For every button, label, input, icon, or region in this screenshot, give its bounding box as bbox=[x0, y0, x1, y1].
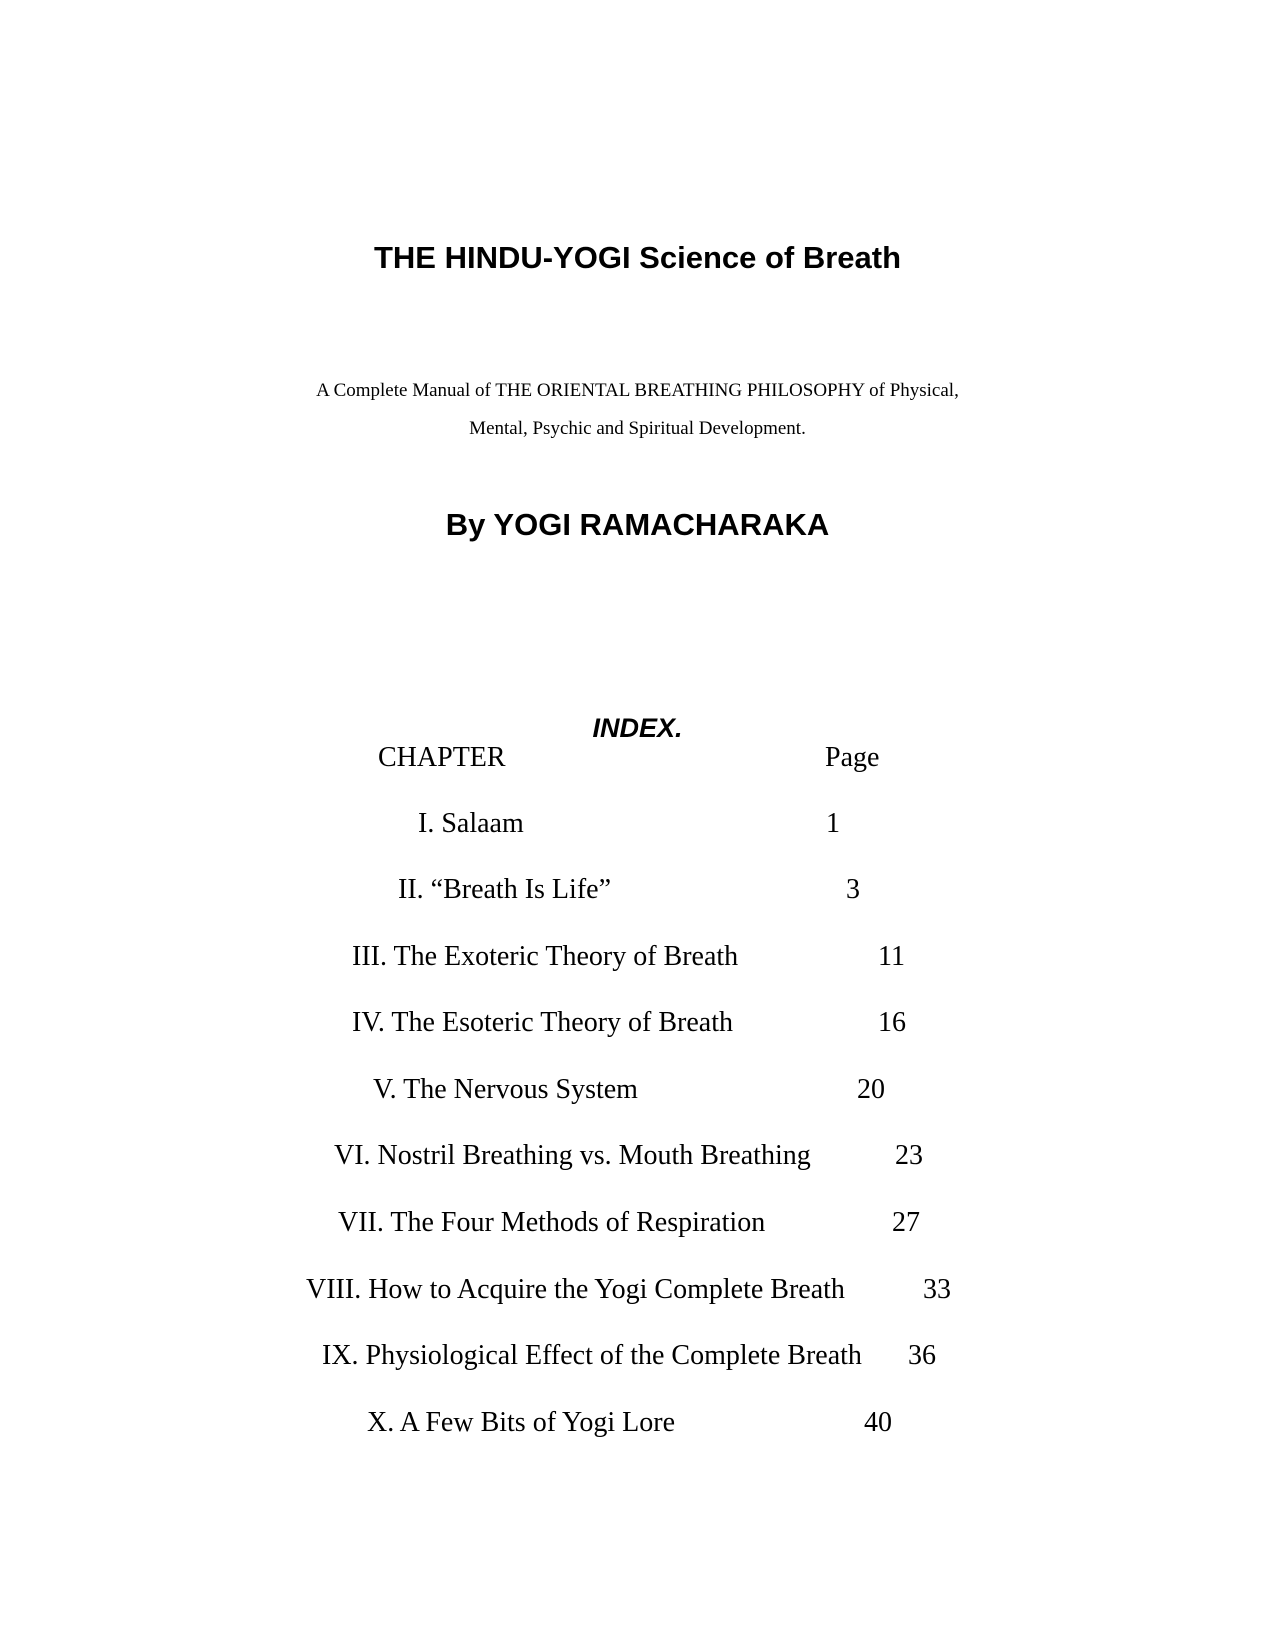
chapter-title: I. Salaam bbox=[418, 808, 524, 839]
chapter-title: II. “Breath Is Life” bbox=[398, 874, 611, 905]
page-number: 40 bbox=[864, 1407, 892, 1438]
document-subtitle bbox=[0, 372, 1275, 448]
page-number: 36 bbox=[908, 1340, 936, 1371]
page-number: 33 bbox=[923, 1274, 951, 1305]
chapter-column-header: CHAPTER bbox=[378, 742, 506, 773]
page-number: 3 bbox=[846, 874, 860, 905]
page-number: 27 bbox=[892, 1207, 920, 1238]
chapter-title: X. A Few Bits of Yogi Lore bbox=[367, 1407, 676, 1438]
page-column-header: Page bbox=[825, 742, 880, 773]
index-heading: INDEX. bbox=[592, 713, 683, 743]
document-title: THE HINDU-YOGI Science of Breath bbox=[373, 240, 902, 275]
chapter-title: VII. The Four Methods of Respiration bbox=[338, 1207, 766, 1238]
subtitle-line-2: Mental, Psychic and Spiritual Development. bbox=[469, 418, 806, 439]
chapter-title: III. The Exoteric Theory of Breath bbox=[352, 941, 739, 972]
chapter-title: VIII. How to Acquire the Yogi Complete Breath bbox=[306, 1274, 845, 1305]
page-number: 16 bbox=[878, 1007, 906, 1038]
subtitle-line-1: A Complete Manual of THE ORIENTAL BREATHING PHILOSOPHY of Physical, bbox=[316, 380, 959, 401]
chapter-title: VI. Nostril Breathing vs. Mouth Breathing bbox=[334, 1140, 811, 1171]
page-number: 1 bbox=[826, 808, 840, 839]
page-number: 23 bbox=[895, 1140, 923, 1171]
chapter-title: IX. Physiological Effect of the Complete Breath bbox=[322, 1340, 862, 1371]
chapter-title: IV. The Esoteric Theory of Breath bbox=[352, 1007, 734, 1038]
page-number: 20 bbox=[857, 1074, 885, 1105]
chapter-title: V. The Nervous System bbox=[373, 1074, 638, 1105]
page-number: 11 bbox=[878, 941, 905, 972]
document-author: By YOGI RAMACHARAKA bbox=[445, 507, 830, 542]
